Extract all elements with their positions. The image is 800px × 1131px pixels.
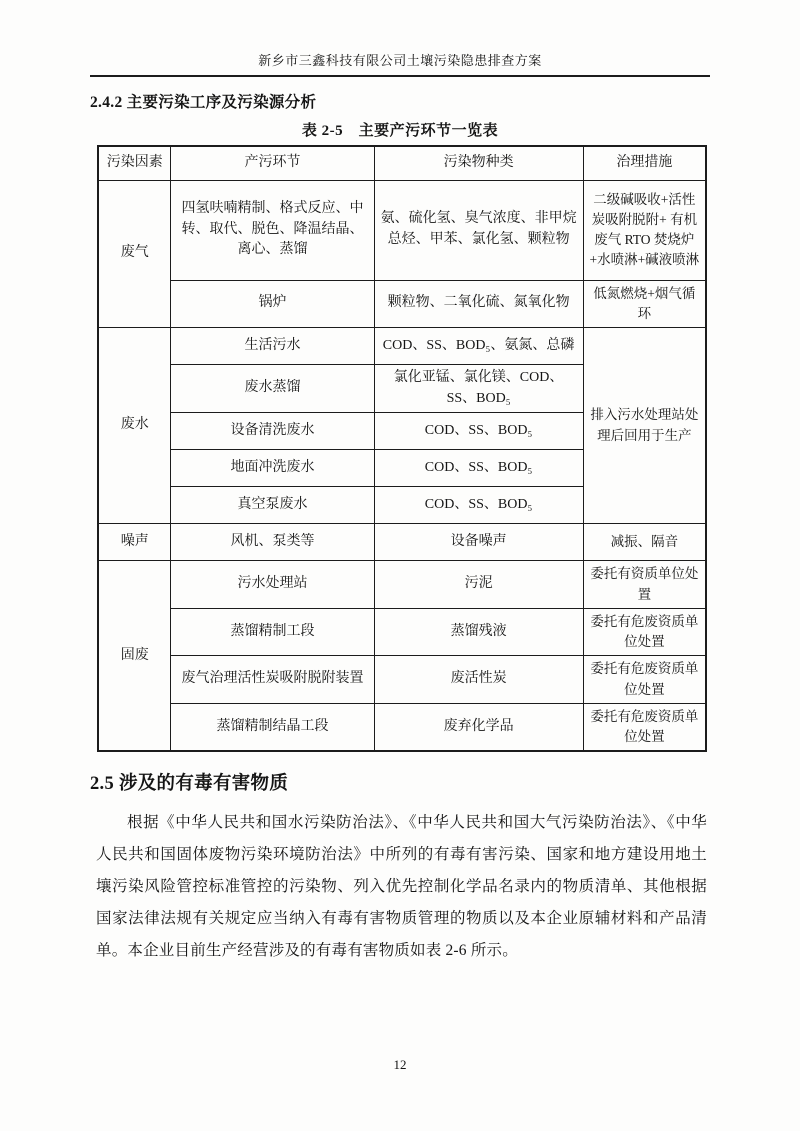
table-row-waste-gas-2 (98, 280, 706, 328)
cell-pollutants: 污泥 (374, 561, 583, 609)
cell-link: 污水处理站 (171, 561, 374, 609)
cell-link: 锅炉 (171, 280, 374, 328)
cell-link: 四氢呋喃精制、格式反应、中转、取代、脱色、降温结晶、离心、蒸馏 (171, 180, 374, 280)
cell-measure: 委托有危废资质单位处置 (583, 703, 706, 751)
pollution-sources-table (97, 145, 707, 752)
section-heading-2-4-2: 2.4.2 主要污染工序及污染源分析 (90, 94, 317, 111)
cell-factor-waste-gas: 废气 (98, 180, 171, 328)
cell-measure-wastewater: 排入污水处理站处理后回用于生产 (583, 328, 706, 524)
table-row-waste-gas-1 (98, 180, 706, 280)
header-pollution-factor: 污染因素 (98, 146, 171, 180)
cell-pollutants: 设备噪声 (374, 524, 583, 561)
cell-link: 真空泵废水 (171, 487, 374, 524)
page-content (90, 0, 710, 966)
cell-pollutants: COD、SS、BOD₅ (374, 413, 583, 450)
table-row-solid-waste-4 (98, 703, 706, 751)
cell-pollutants: COD、SS、BOD₅、氨氮、总磷 (374, 328, 583, 365)
cell-pollutants: 氯化亚锰、氯化镁、COD、SS、BOD₅ (374, 365, 583, 413)
cell-link: 废水蒸馏 (171, 365, 374, 413)
table-header-row (98, 146, 706, 180)
cell-pollutants: 氨、硫化氢、臭气浓度、非甲烷总烃、甲苯、氯化氢、颗粒物 (374, 180, 583, 280)
section-2-5-paragraph: 根据《中华人民共和国水污染防治法》、《中华人民共和国大气污染防治法》、《中华人民共和国固体废物污染环境防治法》中所列的有毒有害污染、国家和地方建设用地土壤污染风险管控标准管控的污染物、列入优先控制化学品名录内的物质清单、其他根据国家法律法规有关规定应当纳入有毒有害物质管理的物质以及本企业原辅材料和产品清单。本企业目前生产经营涉及的有毒有害物质如表 2-6 所示。 (96, 814, 707, 959)
cell-measure: 委托有危废资质单位处置 (583, 656, 706, 704)
cell-link: 蒸馏精制结晶工段 (171, 703, 374, 751)
table-row-noise (98, 524, 706, 561)
document-header (90, 0, 710, 77)
cell-link: 设备清洗废水 (171, 413, 374, 450)
table-row-solid-waste-3 (98, 656, 706, 704)
cell-measure: 减振、隔音 (583, 524, 706, 561)
cell-pollutants: 颗粒物、二氧化硫、氮氧化物 (374, 280, 583, 328)
table-row-solid-waste-2 (98, 608, 706, 656)
cell-measure: 委托有资质单位处置 (583, 561, 706, 609)
header-treatment-measure: 治理措施 (583, 146, 706, 180)
table-caption: 表 2-5 主要产污环节一览表 (301, 123, 499, 139)
cell-pollutants: COD、SS、BOD₅ (374, 487, 583, 524)
cell-pollutants: 废弃化学品 (374, 703, 583, 751)
header-production-link: 产污环节 (171, 146, 374, 180)
cell-measure: 低氮燃烧+烟气循环 (583, 280, 706, 328)
cell-factor-solid-waste: 固废 (98, 561, 171, 752)
cell-link: 生活污水 (171, 328, 374, 365)
cell-factor-wastewater: 废水 (98, 328, 171, 524)
cell-link: 风机、泵类等 (171, 524, 374, 561)
cell-measure: 委托有危废资质单位处置 (583, 608, 706, 656)
table-row-solid-waste-1 (98, 561, 706, 609)
section-heading-2-5: 2.5 涉及的有毒有害物质 (90, 774, 289, 795)
page-number: 12 (393, 1057, 407, 1072)
cell-link: 蒸馏精制工段 (171, 608, 374, 656)
cell-link: 地面冲洗废水 (171, 450, 374, 487)
cell-pollutants: 废活性炭 (374, 656, 583, 704)
cell-factor-noise: 噪声 (98, 524, 171, 561)
document-header-title: 新乡市三鑫科技有限公司土壤污染隐患排查方案 (258, 53, 542, 68)
table-row-wastewater-1 (98, 328, 706, 365)
cell-measure: 二级碱吸收+活性炭吸附脱附+ 有机废气 RTO 焚烧炉+水喷淋+碱液喷淋 (583, 180, 706, 280)
header-pollutant-type: 污染物种类 (374, 146, 583, 180)
cell-pollutants: COD、SS、BOD₅ (374, 450, 583, 487)
cell-pollutants: 蒸馏残液 (374, 608, 583, 656)
cell-link: 废气治理活性炭吸附脱附装置 (171, 656, 374, 704)
